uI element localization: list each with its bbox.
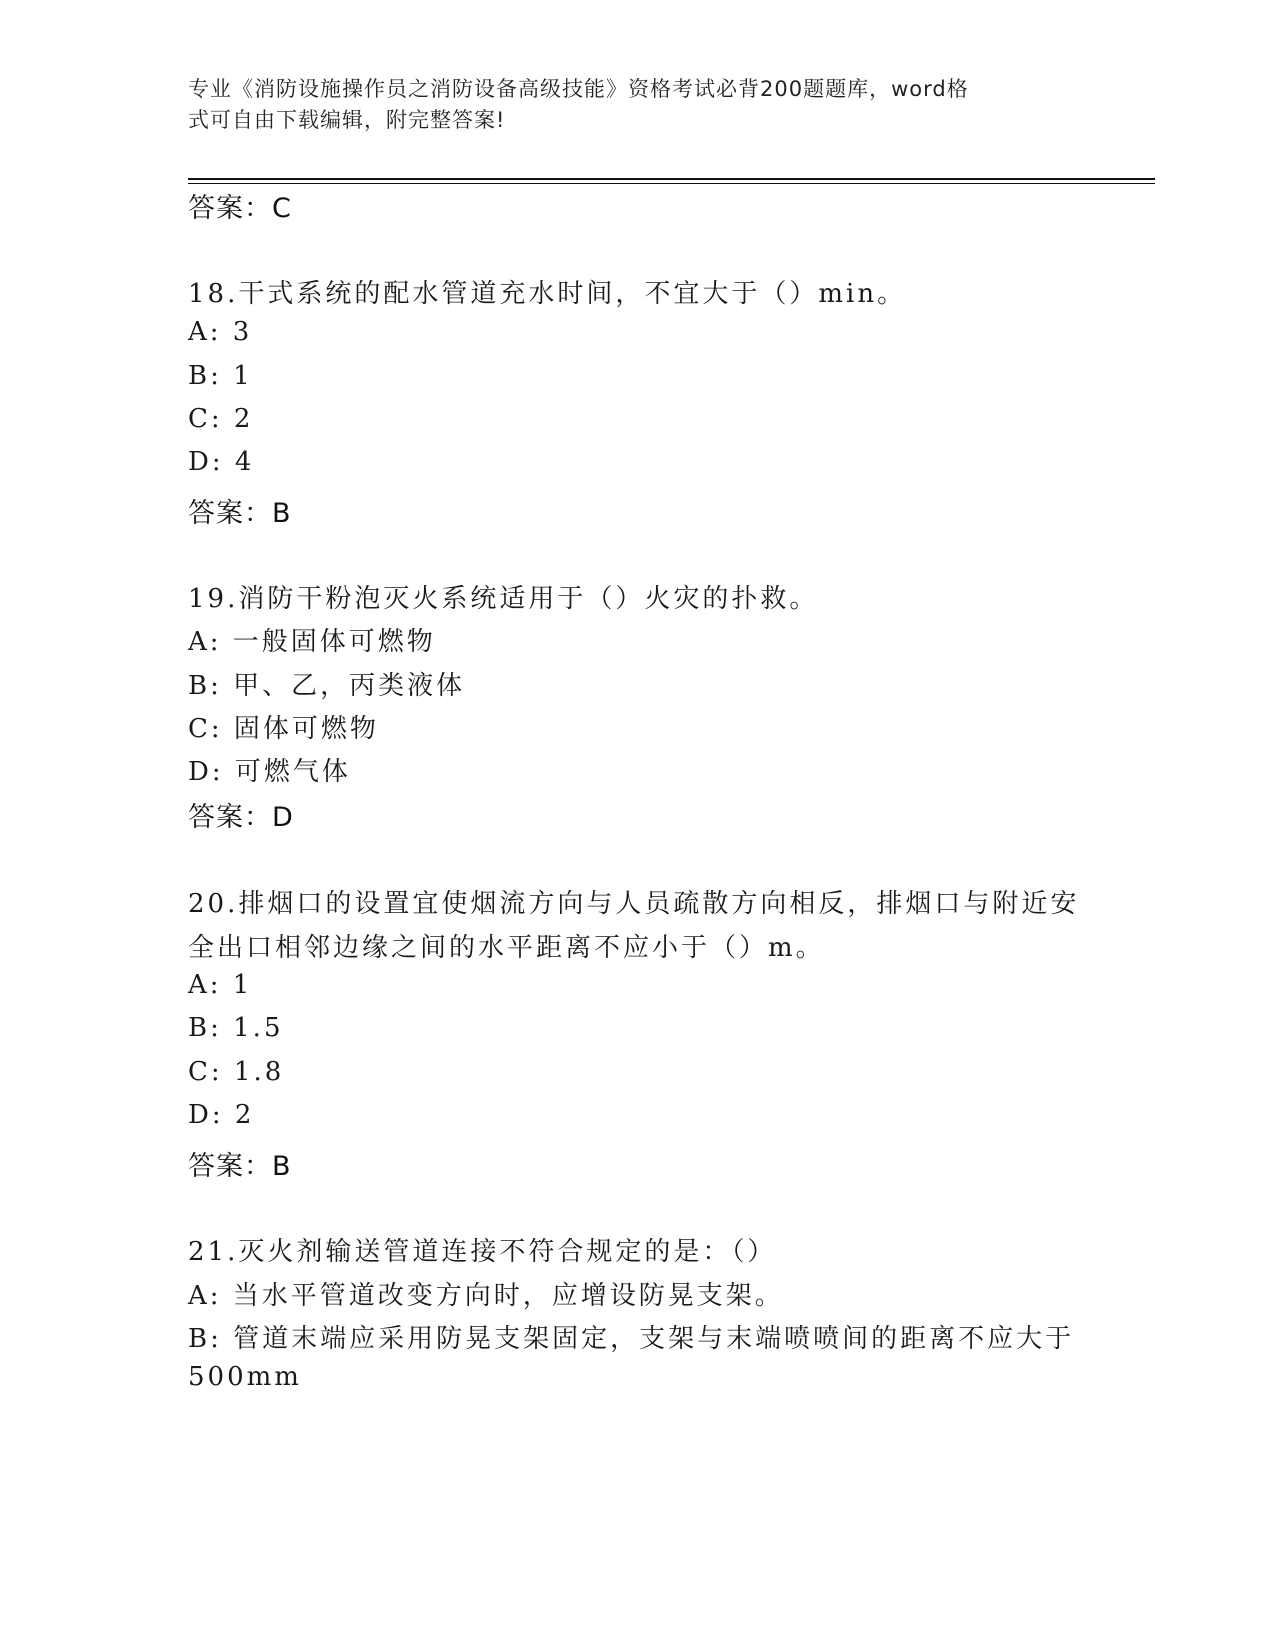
question-18-option-d: D: 4 (188, 447, 255, 477)
question-21-option-b-line-1: B: 管道末端应采用防晃支架固定，支架与末端喷喷间的距离不应大于 (188, 1324, 1075, 1354)
question-20-option-b: B: 1.5 (188, 1013, 284, 1043)
question-21-option-a: A: 当水平管道改变方向时，应增设防晃支架。 (188, 1281, 784, 1311)
header-line-2: 式可自由下载编辑，附完整答案! (188, 108, 506, 132)
question-20-stem-line-2: 全出口相邻边缘之间的水平距离不应小于（）m。 (188, 933, 825, 963)
header-divider-thick (188, 178, 1155, 180)
answer-q19: 答案：D (188, 802, 294, 833)
question-21-stem: 21.灭火剂输送管道连接不符合规定的是：（） (188, 1237, 777, 1267)
question-19-option-c: C: 固体可燃物 (188, 714, 379, 744)
question-18-option-a: A: 3 (188, 317, 253, 347)
question-20-stem-line-1: 20.排烟口的设置宜使烟流方向与人员疏散方向相反，排烟口与附近安 (188, 889, 1080, 919)
question-19-option-a: A: 一般固体可燃物 (188, 627, 436, 657)
question-18-stem: 18.干式系统的配水管道充水时间，不宜大于（）min。 (188, 279, 907, 309)
answer-q20: 答案：B (188, 1151, 292, 1182)
answer-q18: 答案：B (188, 498, 292, 529)
header-divider-thin (188, 183, 1155, 184)
question-19-option-b: B: 甲、乙，丙类液体 (188, 671, 466, 701)
header-line-1: 专业《消防设施操作员之消防设备高级技能》资格考试必背200题题库，word格 (188, 77, 969, 101)
question-18-option-b: B: 1 (188, 361, 253, 391)
question-20-option-c: C: 1.8 (188, 1057, 285, 1087)
answer-q17: 答案：C (188, 193, 292, 224)
question-21-option-b-line-2: 500mm (188, 1362, 302, 1392)
question-19-option-d: D: 可燃气体 (188, 757, 351, 787)
question-19-stem: 19.消防干粉泡灭火系统适用于（）火灾的扑救。 (188, 584, 819, 614)
question-20-option-a: A: 1 (188, 970, 253, 1000)
question-20-option-d: D: 2 (188, 1100, 255, 1130)
question-18-option-c: C: 2 (188, 404, 254, 434)
document-header (188, 74, 1068, 136)
